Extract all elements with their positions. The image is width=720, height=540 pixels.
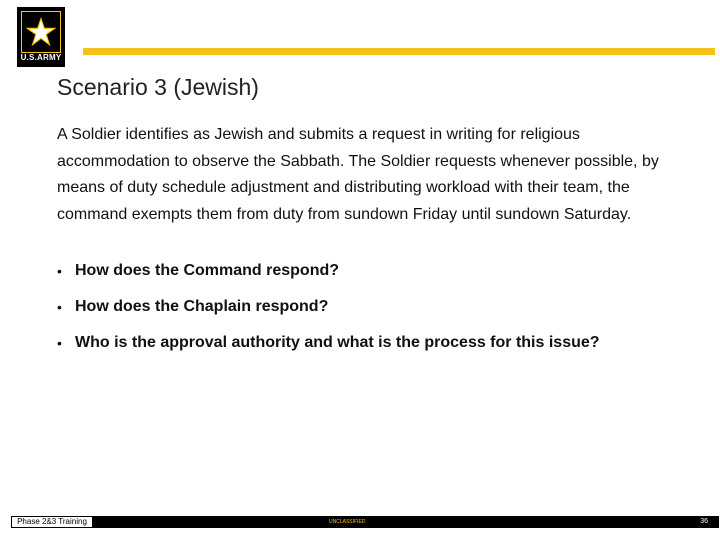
header-gold-bar bbox=[83, 48, 715, 55]
question-item bbox=[57, 262, 600, 298]
bullet-icon: • bbox=[57, 263, 62, 279]
bullet-icon: • bbox=[57, 299, 62, 315]
slide-title: Scenario 3 (Jewish) bbox=[57, 74, 259, 100]
footer-bar bbox=[11, 516, 719, 528]
classification-marking: UNCLASSIFIED bbox=[329, 519, 366, 525]
army-star-icon bbox=[21, 11, 61, 53]
question-text: Who is the approval authority and what is the process for this issue? bbox=[75, 334, 600, 351]
army-logo bbox=[17, 7, 65, 67]
question-item bbox=[57, 298, 600, 334]
question-text: How does the Chaplain respond? bbox=[75, 298, 329, 315]
bullet-icon: • bbox=[57, 335, 62, 351]
page-number: 36 bbox=[700, 518, 708, 525]
question-list bbox=[57, 262, 600, 370]
footer-training-label: Phase 2&3 Training bbox=[11, 516, 93, 528]
logo-text: U.S.ARMY bbox=[20, 53, 62, 62]
question-item bbox=[57, 334, 600, 370]
question-text: How does the Command respond? bbox=[75, 262, 340, 279]
scenario-paragraph: A Soldier identifies as Jewish and submits a request in writing for religious accommodation to observe the Sabbath. The Soldier requests whenever possible, by means of duty schedule adjustment and distributing workload with their team, the command exempts them from duty from sundown Friday until sundown Saturday. bbox=[57, 126, 659, 223]
